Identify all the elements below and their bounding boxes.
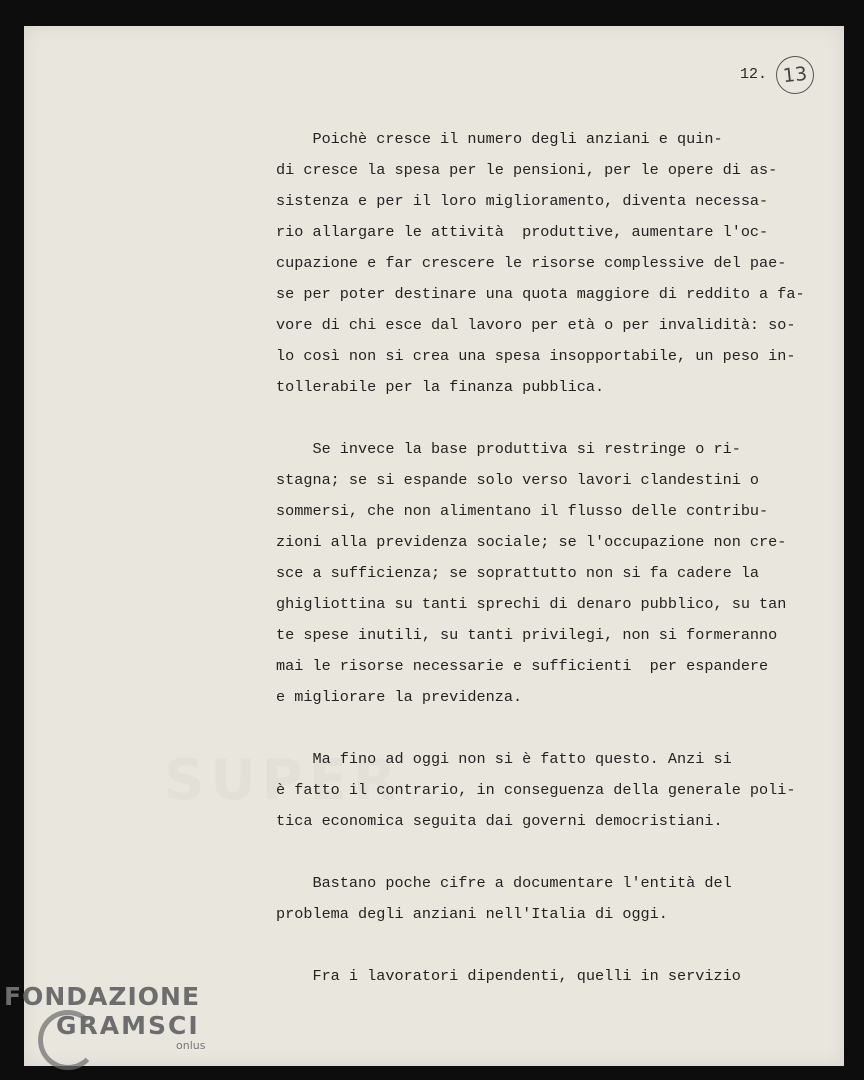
logo-line-1: FONDAZIONE <box>4 982 201 1011</box>
logo-subtitle: onlus <box>176 1039 206 1052</box>
fondazione-gramsci-logo <box>4 984 205 1051</box>
text-line: stagna; se si espande solo verso lavori clandestini o <box>276 471 760 489</box>
text-line: sistenza e per il loro miglioramento, diventa necessa- <box>276 192 769 210</box>
paragraph-2 <box>276 434 836 713</box>
paragraph-3 <box>276 744 836 837</box>
text-line: zioni alla previdenza sociale; se l'occupazione non cre- <box>276 533 787 551</box>
archive-stamp: 13 <box>774 54 816 96</box>
text-line: problema degli anziani nell'Italia di oggi. <box>276 905 668 923</box>
text-line: Se invece la base produttiva si restringe o ri- <box>276 440 741 458</box>
text-line: Bastano poche cifre a documentare l'entità del <box>276 874 732 892</box>
text-line: tica economica seguita dai governi democristiani. <box>276 812 723 830</box>
text-line: rio allargare le attività produttive, aumentare l'oc- <box>276 223 769 241</box>
text-line: lo così non si crea una spesa insopportabile, un peso in- <box>276 347 796 365</box>
logo-line-2: GRAMSCI <box>56 1011 200 1040</box>
text-line: vore di chi esce dal lavoro per età o per invalidità: so- <box>276 316 796 334</box>
body-text <box>276 124 836 1023</box>
text-line: sommersi, che non alimentano il flusso delle contribu- <box>276 502 769 520</box>
text-line: sce a sufficienza; se soprattutto non si fa cadere la <box>276 564 760 582</box>
paragraph-4 <box>276 868 836 930</box>
text-line: tollerabile per la finanza pubblica. <box>276 378 605 396</box>
text-line: Poichè cresce il numero degli anziani e quin- <box>276 130 723 148</box>
text-line: ghigliottina su tanti sprechi di denaro pubblico, su tan <box>276 595 787 613</box>
text-line: e migliorare la previdenza. <box>276 688 523 706</box>
logo-g-icon <box>38 1010 98 1070</box>
text-line: mai le risorse necessarie e sufficienti per espandere <box>276 657 769 675</box>
text-line: te spese inutili, su tanti privilegi, non si formeranno <box>276 626 778 644</box>
document-page <box>24 26 844 1066</box>
page-number: 12. <box>740 66 768 83</box>
text-line: Ma fino ad oggi non si è fatto questo. Anzi si <box>276 750 732 768</box>
text-line: è fatto il contrario, in conseguenza della generale poli- <box>276 781 796 799</box>
text-line: Fra i lavoratori dipendenti, quelli in servizio <box>276 967 741 985</box>
text-line: di cresce la spesa per le pensioni, per le opere di as- <box>276 161 778 179</box>
text-line: se per poter destinare una quota maggiore di reddito a fa- <box>276 285 805 303</box>
paragraph-1 <box>276 124 836 403</box>
paragraph-5 <box>276 961 836 992</box>
text-line: cupazione e far crescere le risorse complessive del pae- <box>276 254 787 272</box>
